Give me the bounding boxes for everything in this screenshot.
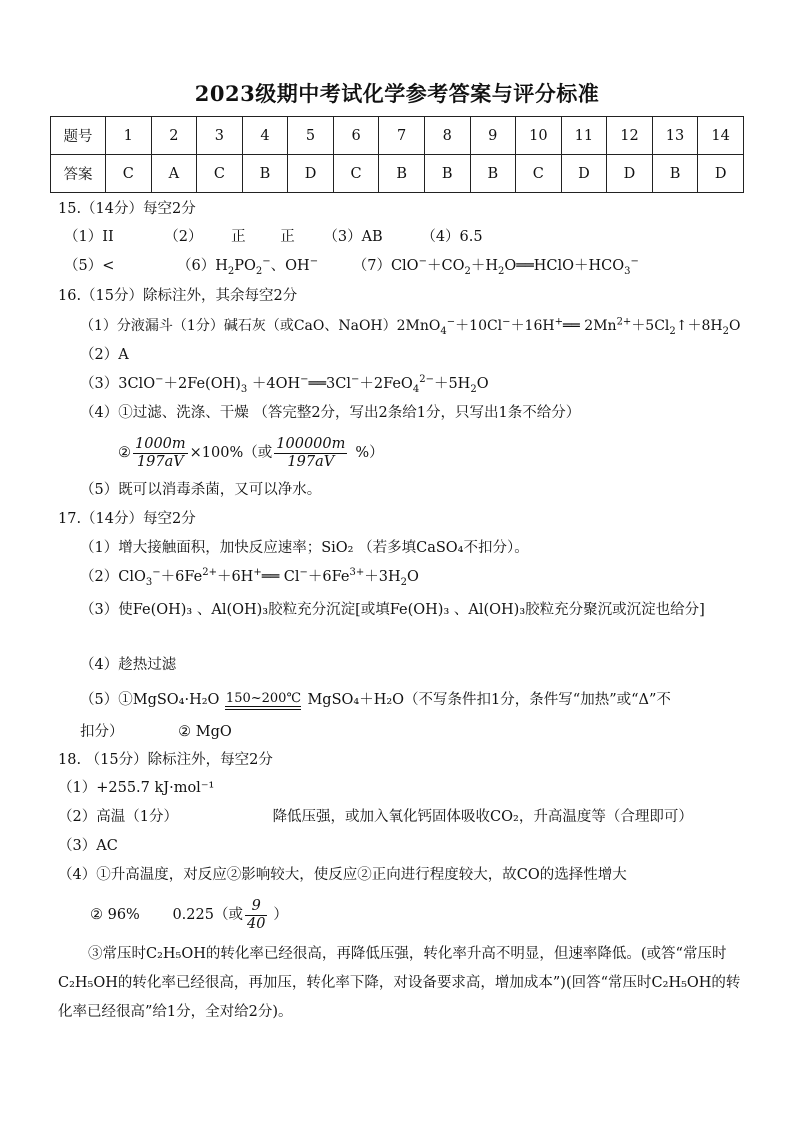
reaction-condition-text: 150~200℃ (225, 690, 301, 706)
q15-header: 15.（14分）每空2分 (58, 201, 196, 217)
q17-a2 (80, 567, 419, 587)
q18-a2-left: （2）高温（1分） (58, 809, 178, 825)
answer-cell: B (424, 155, 470, 193)
question-number-cell: 14 (698, 117, 744, 155)
q17-a2-equation: $ClO_3^-+6Fe^{2+}+6H^+══$ $Cl^-+6Fe^{3+}+3H_2O$ (118, 567, 419, 588)
fraction-2-numerator: 100000m (276, 435, 346, 452)
answer-cell: D (288, 155, 334, 193)
q15-a6-prefix: （6） (176, 258, 216, 274)
q18-header: 18. （15分）除标注外，每空2分 (58, 752, 273, 768)
question-number-cell: 9 (470, 117, 516, 155)
q17-a5-line2 (80, 722, 232, 742)
q18-a2-right: 降低压强，或加入氧化钙固体吸收CO₂，升高温度等（合理即可） (272, 809, 693, 825)
q16-a4-2-end: %） (355, 445, 384, 461)
answer-cell: C (516, 155, 562, 193)
q15-a7-equation: $ClO^-+CO_2+H_2O══HClO+HCO_3^-$ (390, 256, 639, 277)
q16-a4-2-prefix: ② (118, 445, 131, 461)
q18-a4-2 (90, 895, 288, 935)
q18-a4-1: （4）①升高温度，对反应②影响较大，使反应②正向进行程度较大，故CO的选择性增大 (58, 867, 627, 883)
q15-a6-formula: $H_2PO_2^-$、OH− (215, 256, 319, 277)
q17-a5-line2-text: 扣分） (80, 724, 124, 740)
q16-a3 (80, 374, 489, 394)
q17-a1: （1）增大接触面积，加快反应速率；SiO₂ （若多填CaSO₄不扣分）。 (80, 540, 529, 556)
fraction-1 (133, 436, 188, 471)
question-number-cell: 11 (561, 117, 607, 155)
fraction-2-denominator: 197aV (287, 453, 335, 470)
question-number-cell: 12 (607, 117, 653, 155)
question-number-cell: 13 (652, 117, 698, 155)
q16-a4-2-mid: ×100%（或 (189, 445, 273, 461)
q18-a3: （3）AC (58, 838, 118, 854)
q16-a3-equation: $3ClO^-+2Fe(OH)_3$ $+4OH^-══3Cl^-+2FeO_4^{2-}+5H_2O$ (118, 374, 489, 395)
question-number-cell: 3 (197, 117, 243, 155)
answer-cell: D (607, 155, 653, 193)
q15-answers-row2 (64, 256, 639, 276)
question-number-cell: 6 (333, 117, 379, 155)
q15-a3: （3）AB (323, 229, 383, 245)
q15-answers-row1 (64, 227, 483, 247)
q16-a1-equation: 2MnO$_4$−＋10Cl−＋16H+══ $2Mn^{2+}+5Cl_2↑+8H_2O$ (396, 316, 741, 337)
answer-cell: B (470, 155, 516, 193)
question-number-cell: 8 (424, 117, 470, 155)
q18-a1: （1）+255.7 kJ·mol⁻¹ (58, 780, 215, 796)
question-number-cell: 7 (379, 117, 425, 155)
table-row-answers (51, 155, 744, 193)
answer-cell: C (333, 155, 379, 193)
fraction-3-numerator: 9 (245, 898, 267, 916)
fraction-3-denominator: 40 (246, 915, 266, 932)
q17-a3: （3）使Fe(OH)₃ 、Al(OH)₃胶粒充分沉淀[或填Fe(OH)₃ 、Al(OH)₃胶粒充分聚沉或沉淀也给分] (80, 602, 705, 618)
fraction-1-numerator: 1000m (135, 435, 186, 452)
answer-cell: B (652, 155, 698, 193)
q15-a7-prefix: （7） (352, 258, 391, 274)
q17-a5 (80, 683, 671, 717)
answer-cell: B (242, 155, 288, 193)
q16-a5: （5）既可以消毒杀菌，又可以净水。 (80, 482, 322, 498)
question-number-cell: 10 (516, 117, 562, 155)
q17-a5-2: ② MgO (178, 724, 232, 740)
q16-a4-2 (118, 433, 384, 473)
q18-a2 (58, 807, 693, 827)
question-number-cell: 4 (242, 117, 288, 155)
q18-a4-2c: ） (273, 907, 288, 923)
answer-table (50, 116, 744, 193)
fraction-3 (245, 898, 267, 933)
q16-a3-prefix: （3） (80, 376, 119, 392)
q18-a4-2b: 0.225（或 (172, 907, 243, 923)
q16-a1-text: （1）分液漏斗（1分）碱石灰（或CaO、NaOH） (80, 318, 397, 334)
page-title: 2023级期中考试化学参考答案与评分标准 (194, 81, 600, 106)
fraction-2 (274, 436, 347, 471)
q16-a1 (80, 316, 741, 336)
q17-a4: （4）趁热过滤 (80, 657, 177, 673)
answer-cell: C (106, 155, 152, 193)
q17-a5-prefix: （5）①MgSO₄·H₂O (80, 692, 220, 708)
q15-a2-v2: 正 (280, 229, 295, 245)
table-row-numbers (51, 117, 744, 155)
question-number-cell: 1 (106, 117, 152, 155)
reaction-condition (225, 691, 301, 710)
answer-cell: D (698, 155, 744, 193)
q15-a4: （4）6.5 (421, 229, 483, 245)
q16-header: 16.（15分）除标注外，其余每空2分 (58, 288, 298, 304)
question-number-cell: 5 (288, 117, 334, 155)
answer-cell: A (151, 155, 197, 193)
q15-a1: （1）II (64, 229, 114, 245)
q15-a5: （5）< (64, 258, 115, 274)
q16-a2: （2）A (80, 347, 129, 363)
q17-header: 17.（14分）每空2分 (58, 511, 196, 527)
row-label-number: 题号 (51, 117, 106, 155)
question-number-cell: 2 (151, 117, 197, 155)
q17-a5-suffix: MgSO₄＋H₂O（不写条件扣1分，条件写“加热”或“Δ”不 (307, 692, 671, 708)
double-arrow-line (225, 706, 301, 710)
q17-a2-prefix: （2） (80, 569, 119, 585)
answer-cell: D (561, 155, 607, 193)
q15-a2: （2） (164, 229, 203, 245)
q18-a4-2a: ② 96% (90, 907, 140, 923)
q15-a2-v1: 正 (231, 229, 246, 245)
fraction-1-denominator: 197aV (136, 453, 184, 470)
answer-cell: B (379, 155, 425, 193)
q18-a4-3: ③常压时C₂H₅OH的转化率已经很高，再降低压强，转化率升高不明显，但速率降低。(或答“常压时C₂H₅OH的转化率已经很高，再加压，转化率下降，对设备要求高，增加成本”)(回答“常压时C₂H₅OH的转化率已经很高”给1分，全对给2分)。 (58, 946, 741, 1020)
q16-a4-1: （4）①过滤、洗涤、干燥 （答完整2分，写出2条给1分，只写出1条不给分） (80, 405, 581, 421)
row-label-answer: 答案 (51, 155, 106, 193)
answer-cell: C (197, 155, 243, 193)
